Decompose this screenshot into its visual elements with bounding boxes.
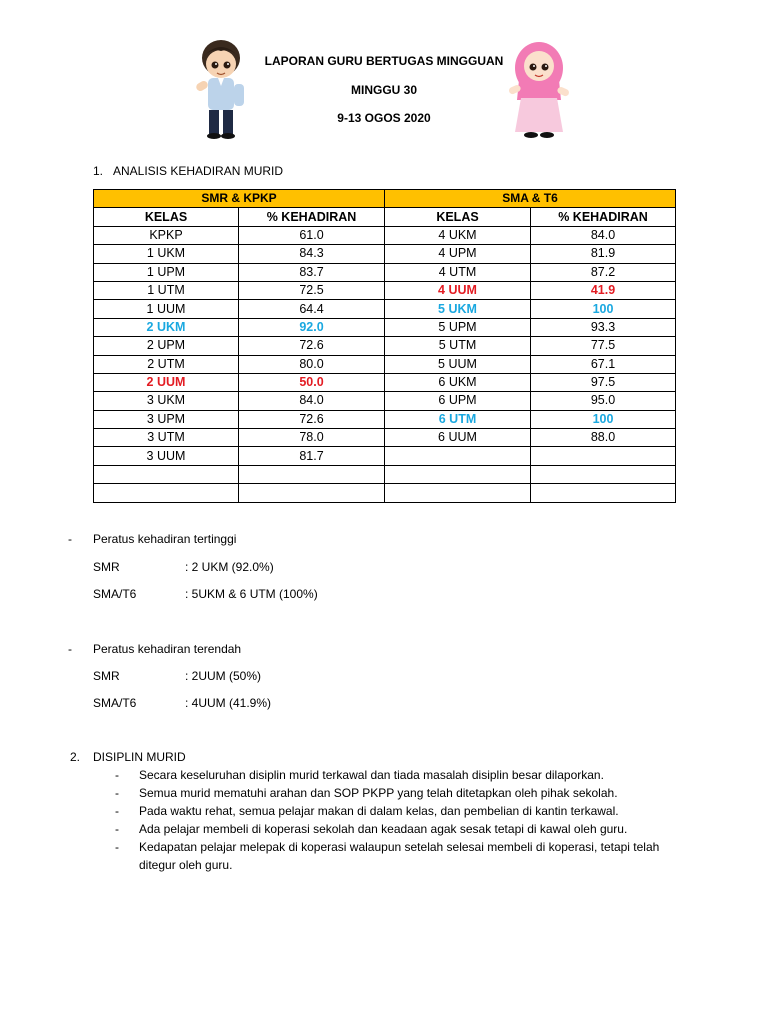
section2-title: DISIPLIN MURID [93, 750, 186, 764]
bullet-dash: - [68, 532, 72, 546]
lowest-smr-label: SMR [93, 669, 120, 683]
cell-kelas: 2 UPM [94, 337, 239, 355]
cell-kelas [385, 447, 531, 465]
table-row [94, 263, 676, 281]
table-column-header [94, 208, 676, 226]
list-item-text: Pada waktu rehat, semua pelajar makan di dalam kelas, dan pembelian di kantin terkawal. [139, 804, 619, 818]
list-item [115, 820, 685, 838]
col-pct-left: % KEHADIRAN [239, 208, 385, 226]
cell-kelas: 1 UPM [94, 263, 239, 281]
cell-pct: 80.0 [239, 355, 385, 373]
cell-kelas: 1 UTM [94, 281, 239, 299]
cell-kelas: 6 UKM [385, 373, 531, 391]
cell-pct: 87.2 [531, 263, 676, 281]
table-row [94, 429, 676, 447]
cell-kelas-lowest: 4 UUM [385, 281, 531, 299]
cell-kelas-highest: 6 UTM [385, 410, 531, 428]
list-item-text: Semua murid mematuhi arahan dan SOP PKPP yang telah ditetapkan oleh pihak sekolah. [139, 786, 618, 800]
cell-pct: 83.7 [239, 263, 385, 281]
cell-kelas: 4 UPM [385, 245, 531, 263]
bullet-dash: - [115, 768, 119, 782]
table-row [94, 245, 676, 263]
table-row [94, 447, 676, 465]
table-row [94, 392, 676, 410]
cell-pct: 72.6 [239, 410, 385, 428]
cell-kelas: 6 UUM [385, 429, 531, 447]
table-row [94, 226, 676, 244]
cell-pct: 84.0 [239, 392, 385, 410]
cell-pct: 72.6 [239, 337, 385, 355]
list-item [115, 802, 685, 820]
cell-pct-lowest: 50.0 [239, 373, 385, 391]
cell-kelas-highest: 2 UKM [94, 318, 239, 336]
col-pct-right: % KEHADIRAN [531, 208, 676, 226]
cell-pct: 77.5 [531, 337, 676, 355]
cell-pct [531, 447, 676, 465]
cell-kelas: 3 UTM [94, 429, 239, 447]
section1-number: 1. [93, 164, 104, 178]
cell-pct-highest: 100 [531, 300, 676, 318]
cell-kelas: KPKP [94, 226, 239, 244]
cell-pct-highest: 100 [531, 410, 676, 428]
highest-sma-value: : 5UKM & 6 UTM (100%) [185, 587, 318, 601]
cell-pct: 93.3 [531, 318, 676, 336]
table-row [94, 355, 676, 373]
table-row [94, 373, 676, 391]
table-row-empty [94, 484, 676, 502]
cell-kelas: 2 UTM [94, 355, 239, 373]
group-smr-kpkp: SMR & KPKP [94, 190, 385, 208]
list-item [115, 838, 685, 874]
list-item-text: Kedapatan pelajar melepak di koperasi walaupun setelah selesai membeli di koperasi, tetapi telah ditegur oleh guru. [139, 840, 660, 872]
cell-pct: 61.0 [239, 226, 385, 244]
cell-pct: 78.0 [239, 429, 385, 447]
cell-pct: 64.4 [239, 300, 385, 318]
table-row-empty [94, 465, 676, 483]
lowest-smr-value: : 2UUM (50%) [185, 669, 262, 683]
cell-kelas: 5 UUM [385, 355, 531, 373]
cell-pct: 88.0 [531, 429, 676, 447]
cell-pct: 81.9 [531, 245, 676, 263]
report-dates: 9-13 OGOS 2020 [337, 111, 431, 125]
lowest-sma-value: : 4UUM (41.9%) [185, 696, 272, 710]
lowest-sma-label: SMA/T6 [93, 696, 137, 710]
cell-pct: 84.3 [239, 245, 385, 263]
section2-number: 2. [70, 750, 81, 764]
lowest-title: Peratus kehadiran terendah [93, 642, 242, 656]
table-row [94, 410, 676, 428]
table-row [94, 337, 676, 355]
list-item-text: Secara keseluruhan disiplin murid terkawal dan tiada masalah disiplin besar dilaporkan. [139, 768, 604, 782]
list-item-text: Ada pelajar membeli di koperasi sekolah dan keadaan agak sesak tetapi di kawal oleh guru. [139, 822, 628, 836]
cell-kelas: 6 UPM [385, 392, 531, 410]
bullet-dash: - [115, 822, 119, 836]
list-item [115, 784, 685, 802]
bullet-dash: - [68, 642, 72, 656]
col-kelas-right: KELAS [385, 208, 531, 226]
cell-kelas: 3 UUM [94, 447, 239, 465]
cell-kelas: 4 UKM [385, 226, 531, 244]
cell-kelas: 3 UKM [94, 392, 239, 410]
attendance-table [93, 189, 676, 503]
cell-kelas: 5 UTM [385, 337, 531, 355]
bullet-dash: - [115, 840, 119, 854]
cell-pct-highest: 92.0 [239, 318, 385, 336]
group-sma-t6: SMA & T6 [385, 190, 676, 208]
cell-pct: 72.5 [239, 281, 385, 299]
bullet-dash: - [115, 786, 119, 800]
cell-kelas-lowest: 2 UUM [94, 373, 239, 391]
section1-title: ANALISIS KEHADIRAN MURID [113, 164, 284, 178]
cell-pct: 67.1 [531, 355, 676, 373]
cell-kelas: 1 UUM [94, 300, 239, 318]
table-row [94, 318, 676, 336]
discipline-list [115, 766, 685, 874]
highest-sma-label: SMA/T6 [93, 587, 137, 601]
cell-pct: 97.5 [531, 373, 676, 391]
highest-smr-value: : 2 UKM (92.0%) [185, 560, 274, 574]
highest-smr-label: SMR [93, 560, 120, 574]
table-row [94, 281, 676, 299]
cell-pct: 84.0 [531, 226, 676, 244]
highest-title: Peratus kehadiran tertinggi [93, 532, 237, 546]
cell-pct: 81.7 [239, 447, 385, 465]
cell-kelas-highest: 5 UKM [385, 300, 531, 318]
cell-kelas: 3 UPM [94, 410, 239, 428]
cell-kelas: 4 UTM [385, 263, 531, 281]
cell-kelas: 5 UPM [385, 318, 531, 336]
list-item [115, 766, 685, 784]
col-kelas-left: KELAS [94, 208, 239, 226]
table-group-header [94, 190, 676, 208]
report-title: LAPORAN GURU BERTUGAS MINGGUAN [264, 54, 504, 68]
cell-pct-lowest: 41.9 [531, 281, 676, 299]
cell-pct: 95.0 [531, 392, 676, 410]
bullet-dash: - [115, 804, 119, 818]
cell-kelas: 1 UKM [94, 245, 239, 263]
table-row [94, 300, 676, 318]
report-week: MINGGU 30 [350, 83, 417, 97]
